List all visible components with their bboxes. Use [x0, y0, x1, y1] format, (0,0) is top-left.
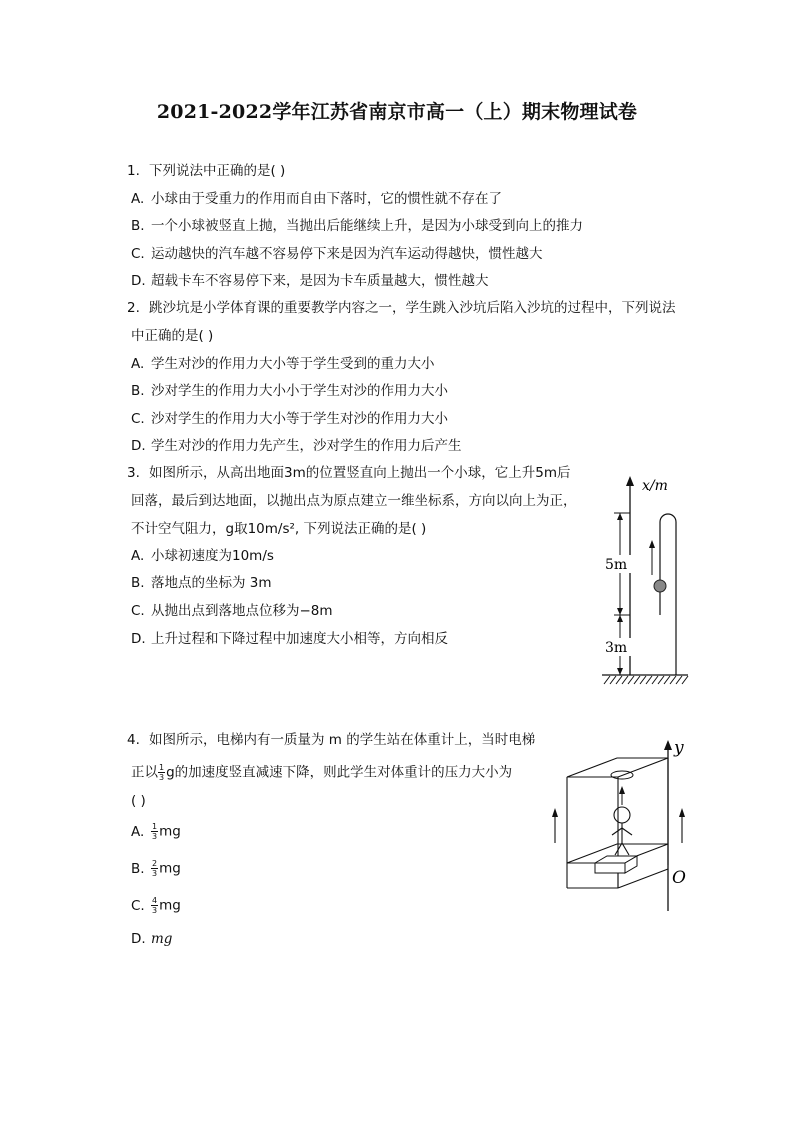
- question-3-option-b: [131, 574, 272, 592]
- question-2-stem: [127, 299, 676, 317]
- question-1-option-c: [131, 245, 543, 263]
- option-text: 上升过程和下降过程中加速度大小相等，方向相反: [151, 631, 448, 647]
- option-text: 沙对学生的作用力大小小于学生对沙的作用力大小: [151, 383, 448, 399]
- origin-label: O: [672, 868, 686, 888]
- question-3-stem-line3: 不计空气阻力，g取10m/s², 下列说法正确的是( ): [131, 521, 427, 537]
- fraction-denominator: 3: [152, 869, 158, 878]
- option-label: B.: [131, 575, 145, 591]
- right-motion-arrowhead: [679, 808, 685, 817]
- option-label: A.: [131, 191, 145, 207]
- ball-trajectory: [660, 514, 676, 675]
- question-1-stem: [127, 162, 285, 180]
- option-text: 学生对沙的作用力先产生，沙对学生的作用力后产生: [151, 438, 462, 454]
- question-2-stem-text: 跳沙坑是小学体育课的重要教学内容之一，学生跳入沙坑后陷入沙坑的过程中，下列说法: [149, 300, 676, 316]
- question-4-option-a: [131, 822, 181, 841]
- question-2-stem-cont: 中正确的是( ): [131, 328, 214, 344]
- question-3-figure: [590, 470, 700, 692]
- option-fraction: [151, 822, 158, 841]
- option-unit: mg: [159, 823, 181, 840]
- dimension-arrowhead: [617, 615, 623, 622]
- option-text: 超载卡车不容易停下来，是因为卡车质量越大，惯性越大: [151, 273, 489, 289]
- question-3-option-c: [131, 602, 333, 620]
- option-label: A.: [131, 548, 145, 564]
- option-unit: mg: [159, 860, 181, 877]
- option-label: D.: [131, 931, 146, 947]
- question-2-option-d: [131, 437, 462, 455]
- option-label: D.: [131, 631, 146, 647]
- y-axis-label: y: [674, 738, 684, 758]
- dimension-arrowhead: [617, 608, 623, 615]
- option-label: A.: [131, 356, 145, 372]
- option-label: C.: [131, 246, 145, 262]
- option-text: mg: [151, 931, 173, 947]
- question-4-number: 4.: [127, 732, 140, 748]
- question-1-option-d: [131, 272, 489, 290]
- question-1-option-b: [131, 217, 583, 235]
- left-motion-arrowhead: [552, 808, 558, 817]
- fraction-numerator: 2: [152, 859, 158, 868]
- question-2-option-b: [131, 382, 448, 400]
- ground-hatching: [604, 676, 688, 684]
- option-text: 沙对学生的作用力大小等于学生对沙的作用力大小: [151, 411, 448, 427]
- question-1-stem-text: 下列说法中正确的是( ): [149, 163, 286, 179]
- stem-fragment: 正以: [131, 764, 158, 781]
- option-label: C.: [131, 603, 145, 619]
- dimension-arrowhead: [617, 668, 623, 675]
- question-4-stem-text: 如图所示，电梯内有一质量为 m 的学生站在体重计上，当时电梯: [149, 732, 536, 748]
- student-figure: [612, 807, 632, 855]
- acceleration-arrowhead: [619, 786, 625, 794]
- upward-arrowhead: [649, 540, 655, 548]
- question-3-option-d: [131, 630, 448, 648]
- x-axis-label: x/m: [642, 478, 668, 494]
- fraction-one-third: [158, 763, 165, 782]
- ball: [654, 580, 666, 592]
- fraction-denominator: 3: [152, 832, 158, 841]
- exam-title: 2021-2022学年江苏省南京市高一（上）期末物理试卷: [156, 101, 638, 123]
- question-1-number: 1.: [127, 163, 140, 179]
- question-2-number: 2.: [127, 300, 140, 316]
- question-4-stem-line2: [131, 763, 512, 782]
- x-axis-arrowhead: [626, 476, 634, 486]
- question-3-stem: [127, 464, 570, 482]
- option-label: B.: [131, 383, 145, 399]
- question-1-option-a: [131, 190, 502, 208]
- option-label: C.: [131, 411, 145, 427]
- fraction-numerator: 1: [152, 822, 158, 831]
- option-text: 一个小球被竖直上抛，当抛出后能继续上升，是因为小球受到向上的推力: [151, 218, 583, 234]
- option-fraction: [151, 896, 158, 915]
- question-2-option-a: [131, 355, 435, 373]
- option-text: 从抛出点到落地点位移为−8m: [151, 603, 333, 619]
- y-axis-arrowhead: [664, 740, 672, 750]
- stem-fragment: 的加速度竖直减速下降，则此学生对体重计的压力大小为: [174, 764, 513, 781]
- option-label: C.: [131, 897, 145, 914]
- question-4-option-b: [131, 859, 181, 878]
- question-4-figure: [545, 735, 705, 915]
- fraction-denominator: 3: [152, 906, 158, 915]
- segment-label-5m: 5m: [605, 557, 628, 573]
- option-label: D.: [131, 438, 146, 454]
- segment-label-3m: 3m: [605, 640, 628, 656]
- fraction-numerator: 1: [159, 763, 165, 772]
- question-3-option-a: [131, 547, 274, 565]
- question-3-stem-line2: 回落，最后到达地面，以抛出点为原点建立一维坐标系，方向以向上为正，: [131, 493, 577, 509]
- option-label: D.: [131, 273, 146, 289]
- question-3-stem-text: 如图所示，从高出地面3m的位置竖直向上抛出一个小球，它上升5m后: [149, 465, 571, 481]
- option-text: 落地点的坐标为 3m: [151, 575, 272, 591]
- option-label: B.: [131, 860, 145, 877]
- question-4-stem-line3: ( ): [131, 793, 146, 809]
- option-label: A.: [131, 823, 145, 840]
- option-text: 学生对沙的作用力大小等于学生受到的重力大小: [151, 356, 435, 372]
- question-3-number: 3.: [127, 465, 140, 481]
- question-2-option-c: [131, 410, 448, 428]
- question-4-stem: [127, 731, 535, 749]
- option-unit: mg: [159, 897, 181, 914]
- dimension-arrowhead: [617, 513, 623, 520]
- stem-fragment: g: [166, 764, 175, 781]
- question-4-option-d: [131, 930, 172, 948]
- option-label: B.: [131, 218, 145, 234]
- fraction-numerator: 4: [152, 896, 158, 905]
- option-fraction: [151, 859, 158, 878]
- option-text: 小球由于受重力的作用而自由下落时，它的惯性就不存在了: [151, 191, 502, 207]
- option-text: 运动越快的汽车越不容易停下来是因为汽车运动得越快，惯性越大: [151, 246, 543, 262]
- fraction-denominator: 3: [159, 773, 165, 782]
- question-4-option-c: [131, 896, 181, 915]
- option-text: 小球初速度为10m/s: [151, 548, 274, 564]
- weighing-scale: [595, 856, 637, 873]
